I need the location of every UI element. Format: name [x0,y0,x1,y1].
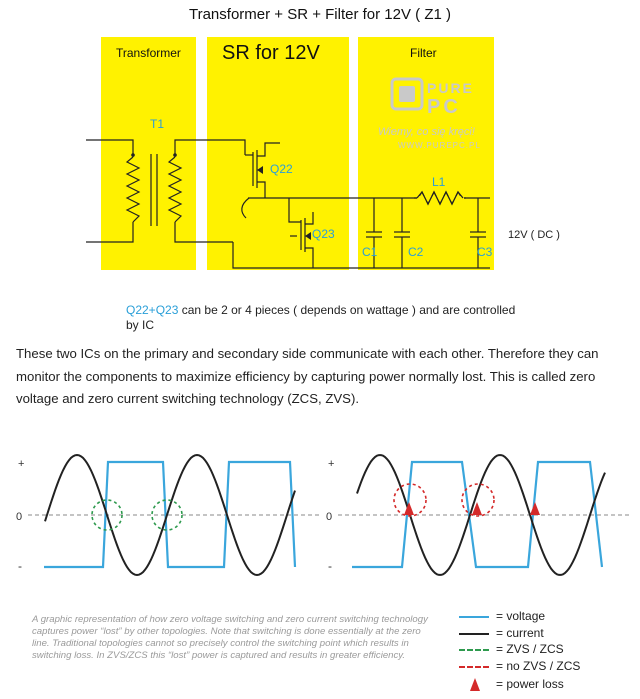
right-plus-label: + [328,458,335,470]
legend-zvs-swatch [459,649,489,651]
sr-panel-label: SR for 12V [222,42,320,64]
q22-label: Q22 [270,162,293,176]
filter-panel-label: Filter [410,46,437,60]
right-power-loss-3 [530,502,540,515]
legend-power-loss-label: = power loss [496,677,564,691]
l1-label: L1 [432,175,446,189]
right-minus-label: - [328,559,332,573]
legend-no-zvs-swatch [459,666,489,668]
legend-voltage-label: = voltage [496,609,546,623]
logo-text-pure: PURE [427,80,474,96]
transformer-panel-label: Transformer [116,46,181,60]
legend-current-label: = current [496,626,544,640]
logo-text-pc: PC [427,96,461,118]
logo-url: WWW.PUREPC.PL [398,141,481,150]
c2-label: C2 [408,245,424,259]
diagram-title: Transformer + SR + Filter for 12V ( Z1 ) [188,6,451,23]
circuit-caption [126,303,526,333]
left-plus-label: + [18,458,25,470]
explanation-paragraph: These two ICs on the primary and secondary side communicate with each other. Therefore they can monitor the components to maximize efficiency by capturing power normally lost. This is called zero voltage and zero current switching technology (ZCS, ZVS). [16,346,599,406]
c3-label: C3 [477,245,493,259]
waveform-note: A graphic representation of how zero voltage switching and zero current switching technology captures power “lost” by other topologies. Note that switching is done essentially at the zero line. Traditional topologies cannot so precisely control the switching point which results in switching loss. In ZVS/ZCS this “lost” power is captured and results in greater efficiency. [32,614,428,661]
legend-zvs-label: = ZVS / ZCS [496,642,564,656]
purepc-logo [378,79,481,150]
left-zero-label: 0 [16,511,23,523]
legend-voltage-swatch [459,616,489,618]
logo-slogan: Wiemy, co się kręci! [378,126,475,138]
legend-no-zvs-label: = no ZVS / ZCS [496,659,581,673]
waveform-left [16,455,320,575]
caption-highlight: Q22+Q23 [126,303,179,317]
circuit-schematic [0,0,640,300]
legend-current-swatch [459,633,489,635]
t1-label: T1 [150,117,165,131]
caption-text: can be 2 or 4 pieces ( depends on wattage ) and are controlled by IC [126,303,516,332]
right-zero-label: 0 [326,511,333,523]
left-minus-label: - [18,559,22,573]
c1-label: C1 [362,245,378,259]
waveform-right [326,455,630,575]
q23-label: Q23 [312,227,335,241]
output-voltage-label: 12V ( DC ) [508,229,560,241]
legend-power-loss-swatch [470,678,480,691]
waveform-figure [0,430,640,610]
